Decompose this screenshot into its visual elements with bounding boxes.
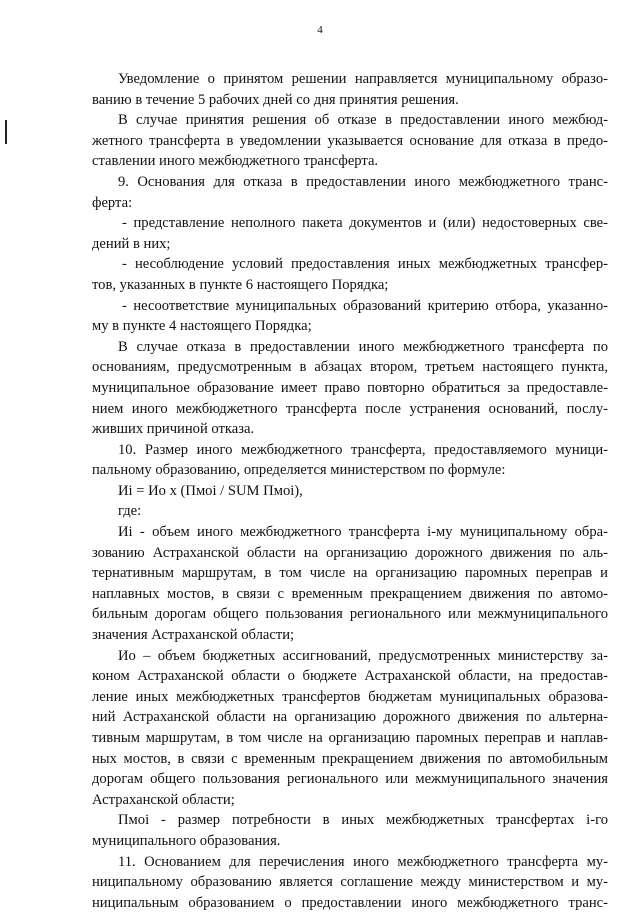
text-line: коном Астраханской области о бюджете Астраханской области, на предостав-: [92, 668, 608, 685]
text-line: 9. Основания для отказа в предоставлении иного межбюджетного транс-: [118, 173, 608, 190]
text-line: основаниям, предусмотренным в абзацах втором, третьем настоящего пункта,: [92, 359, 608, 376]
text-line: Пмоi - размер потребности в иных межбюджетных трансфертах i-го: [118, 812, 608, 829]
text-line: Уведомление о принятом решении направляется муниципальному образо-: [118, 71, 608, 87]
text-line: тернативным маршрутам, в том числе на организацию паромных переправ и: [92, 565, 608, 582]
text-line: муниципального образования.: [92, 832, 281, 849]
text-line: бильным дорогам общего пользования регионального или межмуниципального: [92, 606, 608, 623]
text-line: ление иных межбюджетных трансфертов бюджетам муниципальных образова-: [92, 688, 608, 705]
text-line: пальному образованию, определяется министерством по формуле:: [92, 462, 506, 479]
text-line: живших причиной отказа.: [92, 421, 255, 438]
text-line: где:: [118, 503, 142, 520]
text-line: дорогам общего пользования регионального или межмуниципального значения: [92, 771, 608, 788]
text-line: - представление неполного пакета документов и (или) недостоверных све-: [122, 215, 608, 232]
document-body: [92, 69, 608, 913]
text-line: Астраханской области;: [92, 791, 235, 808]
text-line: наплавных мостов, в связи с временным прекращением движения по автомо-: [92, 585, 608, 602]
text-line: значения Астраханской области;: [92, 627, 295, 644]
text-line: тов, указанных в пункте 6 настоящего Порядка;: [92, 276, 389, 293]
text-line: муниципальное образование имеет право повторно обратиться за предоставле-: [92, 379, 608, 396]
text-line: ставлении иного межбюджетного трансферта.: [92, 153, 379, 170]
text-line: Иi = Ио x (Пмоi / SUM Пмоi),: [118, 482, 303, 499]
text-line: жетного трансферта в уведомлении указывается основание для отказа в предо-: [92, 132, 608, 149]
text-line: - несоответствие муниципальных образований критерию отбора, указанно-: [122, 297, 608, 314]
text-line: ферта:: [92, 194, 133, 211]
text-line: ний Астраханской области на организацию дорожного движения по альтерна-: [92, 709, 608, 726]
scan-margin-mark: [5, 120, 7, 144]
text-line: 11. Основанием для перечисления иного межбюджетного трансферта му-: [118, 853, 608, 870]
text-line: Иi - объем иного межбюджетного трансферта i-му муниципальному обра-: [118, 524, 608, 541]
text-line: нием иного межбюджетного трансферта после устранения оснований, послу-: [92, 400, 608, 417]
text-line: В случае принятия решения об отказе в предоставлении иного межбюд-: [118, 112, 608, 129]
text-line: дений в них;: [92, 235, 171, 252]
text-line: В случае отказа в предоставлении иного межбюджетного трансферта по: [118, 338, 608, 355]
text-line: - несоблюдение условий предоставления иных межбюджетных трансфер-: [122, 256, 608, 273]
text-line: Ио – объем бюджетных ассигнований, предусмотренных министерству за-: [118, 647, 608, 664]
text-line: ванию в течение 5 рабочих дней со дня принятия решения.: [92, 91, 459, 108]
text-line: 10. Размер иного межбюджетного трансферта, предоставляемого муници-: [118, 441, 608, 458]
text-line: зованию Астраханской области на организацию дорожного движения по аль-: [92, 544, 608, 561]
text-line: ниципальному образованию является соглашение между министерством и му-: [92, 874, 608, 891]
text-line: тивным маршрутам, в том числе на организацию паромных переправ и наплав-: [92, 730, 608, 746]
text-line: му в пункте 4 настоящего Порядка;: [92, 318, 312, 335]
text-line: ниципальным образованием о предоставлении иного межбюджетного транс-: [92, 894, 608, 911]
text-line: ных мостов, в связи с временным прекращением движения по автомобильным: [92, 750, 608, 767]
page-number: 4: [317, 24, 323, 36]
